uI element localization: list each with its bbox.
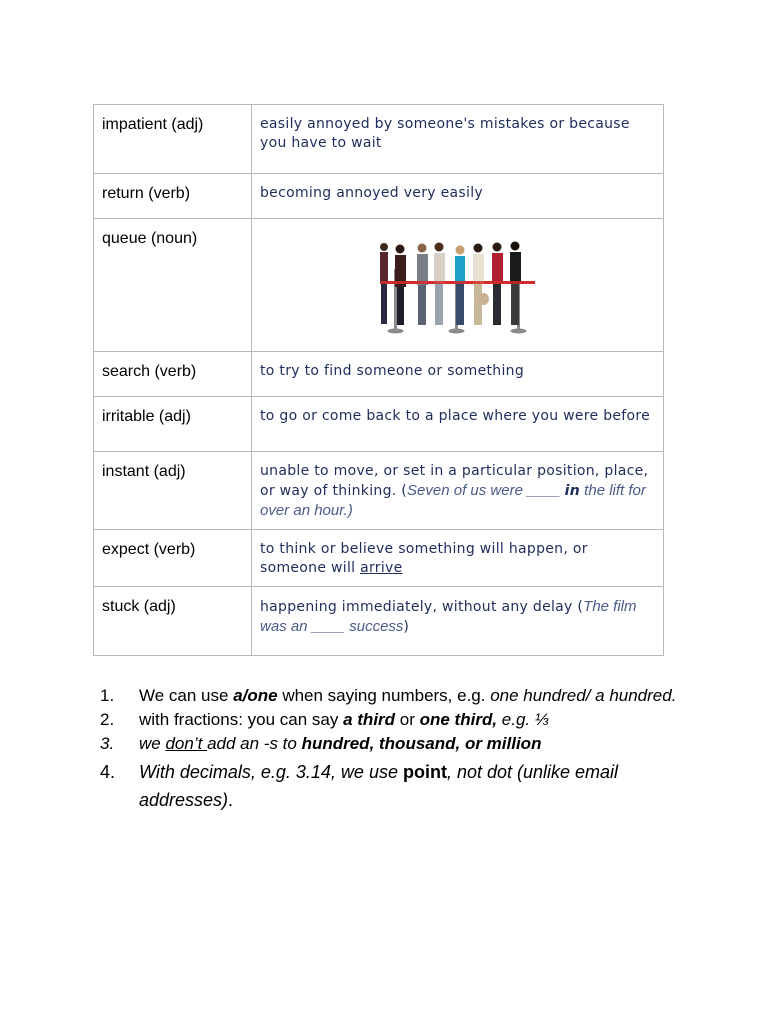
rule-keyword: one third,: [419, 710, 498, 729]
vocab-definition-cell: [252, 530, 664, 587]
vocab-word: search (verb): [94, 352, 252, 397]
example-sentence: The film was an ____ success: [260, 598, 637, 635]
rule-example: e.g. ⅓: [497, 710, 550, 729]
table-row: [94, 352, 664, 397]
rule-text: with fractions: you can say: [139, 710, 344, 729]
rule-text: .: [228, 790, 234, 810]
rule-text: or: [395, 710, 420, 729]
table-row: [94, 174, 664, 219]
vocab-word: expect (verb): [94, 530, 252, 587]
list-number: 1.: [100, 686, 115, 705]
list-item: [100, 732, 690, 756]
vocab-definition: unable to move, or set in a particular position, place, or way of thinking.: [260, 463, 649, 499]
vocab-word: queue (noun): [94, 219, 252, 352]
table-row: [94, 105, 664, 174]
vocab-definition-cell: [252, 452, 664, 530]
rule-keyword: point: [402, 762, 447, 782]
example-open-paren: (: [577, 599, 584, 615]
rule-text: add an -s to: [207, 734, 302, 753]
list-item: [100, 708, 690, 732]
table-row: [94, 219, 664, 352]
list-number: 4.: [100, 762, 116, 782]
example-sentence-start: Seven of us were ____: [407, 482, 565, 499]
rule-text: With decimals, e.g. 3.14, we use: [139, 762, 403, 782]
vocab-image-cell: [252, 219, 664, 352]
rule-emphasis: don’t: [165, 734, 208, 753]
table-row: [94, 587, 664, 656]
vocab-definition: to try to find someone or something: [252, 352, 664, 397]
example-sentence-keyword: in: [564, 483, 581, 499]
vocab-word: instant (adj): [94, 452, 252, 530]
rule-text: We can use: [139, 686, 234, 705]
vocab-definition: easily annoyed by someone's mistakes or because you have to wait: [252, 105, 664, 174]
example-open-paren: (: [396, 483, 408, 499]
rule-keyword: a third: [343, 710, 396, 729]
vocab-definition: happening immediately, without any delay: [260, 599, 578, 615]
rule-text: , not dot (unlike email addresses): [139, 762, 619, 810]
table-row: [94, 397, 664, 452]
rule-text: we: [139, 734, 166, 753]
example-sentence-end: the lift for over an hour.): [260, 482, 646, 519]
queue-people-icon: [380, 239, 535, 335]
vocab-word: stuck (adj): [94, 587, 252, 656]
rule-text: when saying numbers, e.g.: [277, 686, 491, 705]
vocab-word: irritable (adj): [94, 397, 252, 452]
rule-example: one hundred/ a hundred.: [490, 686, 677, 705]
list-item: [100, 758, 690, 814]
vocab-definition-cell: [252, 587, 664, 656]
vocab-definition: to go or come back to a place where you were before: [252, 397, 664, 452]
list-number: 2.: [100, 710, 115, 729]
vocab-definition: becoming annoyed very easily: [252, 174, 664, 219]
vocab-word: impatient (adj): [94, 105, 252, 174]
definition-link-word[interactable]: arrive: [360, 560, 403, 576]
list-item: [100, 684, 690, 708]
list-number: 3.: [100, 734, 115, 753]
table-row: [94, 530, 664, 587]
vocab-word: return (verb): [94, 174, 252, 219]
vocab-definition: to think or believe something will happen, or someone will: [260, 541, 588, 576]
rule-keyword: hundred, thousand, or million: [301, 734, 542, 753]
rule-keyword: a/one: [233, 686, 278, 705]
table-row: [94, 452, 664, 530]
example-close-paren: ): [403, 619, 410, 635]
number-rules-list: [100, 684, 690, 814]
vocabulary-table: [93, 104, 664, 656]
